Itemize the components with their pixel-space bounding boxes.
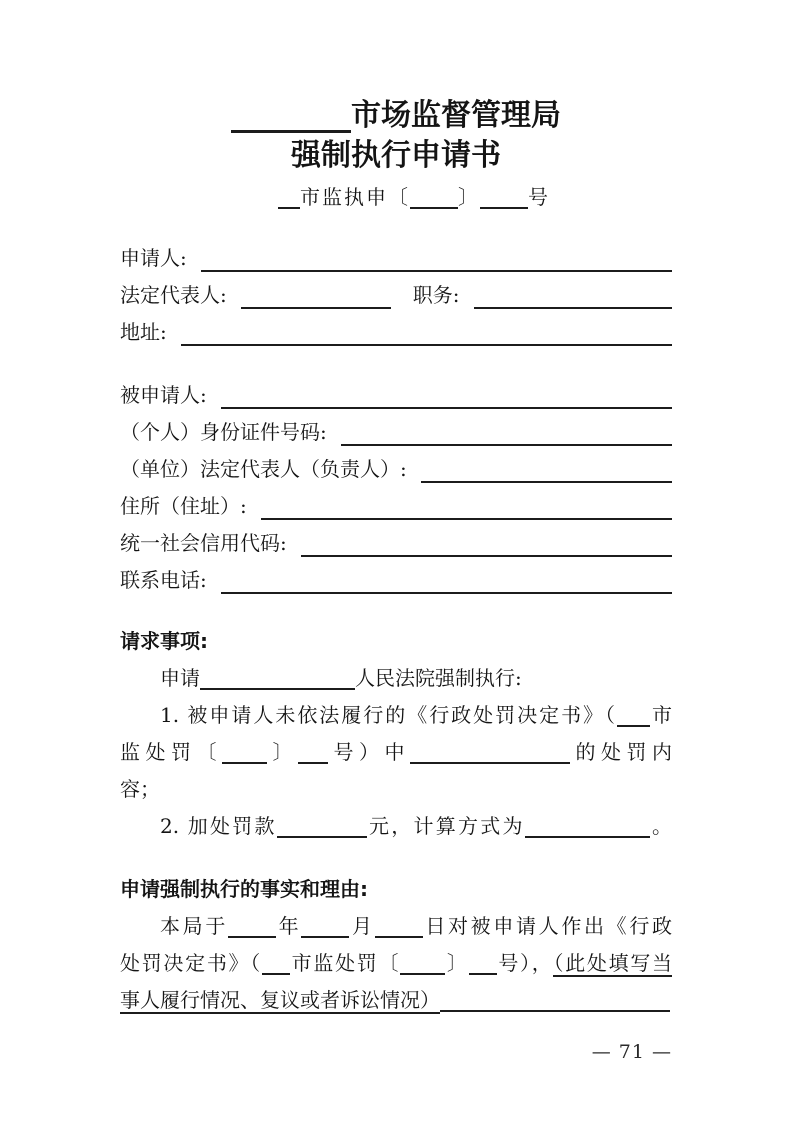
item2-amount-blank (277, 814, 367, 838)
item1-line1-post: 市 (650, 703, 672, 727)
agency-title: 市场监督管理局 (351, 98, 561, 133)
request-apply-line (120, 660, 672, 697)
facts-line2 (120, 945, 672, 982)
facts-line1-a: 本局于 (160, 914, 228, 938)
facts-line2-c: 〕 (445, 951, 469, 975)
facts-line1-b: 年 (276, 914, 302, 938)
facts-line1-c: 月 (349, 914, 375, 938)
item1-content-blank (410, 740, 570, 764)
phone-label: 联系电话: (120, 568, 207, 592)
item2-b: 元，计算方式为 (366, 814, 525, 838)
request-item1-line1 (120, 697, 672, 734)
facts-note-start: （此处填写当 (553, 951, 673, 975)
facts-heading: 申请强制执行的事实和理由: (120, 877, 368, 901)
position-blank (474, 277, 673, 314)
residence-row (120, 488, 672, 525)
item2-c: 。 (649, 814, 673, 838)
credit-code-row (120, 525, 672, 562)
facts-note-end: 事人履行情况、复议或者诉讼情况） (120, 988, 440, 1012)
item1-line2-b: 〕 (267, 740, 298, 764)
facts-line2-d: 号）， (496, 951, 554, 975)
personal-id-row (120, 414, 672, 451)
request-heading: 请求事项: (120, 629, 208, 653)
legal-rep-row (120, 277, 672, 314)
applicant-section (120, 240, 672, 351)
request-section (120, 623, 672, 845)
document-title: 强制执行申请书 (291, 138, 501, 173)
docno-prefix-blank (278, 185, 300, 209)
facts-section (120, 871, 672, 1019)
item1-line2-a: 监处罚〔 (120, 740, 222, 764)
phone-row (120, 562, 672, 599)
credit-code-blank (301, 525, 672, 562)
apply-post-text: 人民法院强制执行: (355, 666, 522, 690)
docno-year-blank (410, 185, 458, 209)
facts-month-blank (301, 914, 349, 938)
apply-pre-text: 申请 (160, 666, 200, 690)
agency-name-blank (231, 96, 351, 133)
residence-blank (261, 488, 672, 525)
request-item2-line (120, 808, 672, 845)
item1-serial-blank (298, 740, 328, 764)
facts-line2-a: 处罚决定书》（ (120, 951, 262, 975)
item2-method-blank (525, 814, 650, 838)
facts-line1-d: 日对被申请人作出《行政 (422, 914, 673, 938)
item1-line1-pre: 1. 被申请人未依法履行的《行政处罚决定书》（ (160, 703, 618, 727)
item1-city-blank (617, 703, 650, 727)
legal-rep-label: 法定代表人: (120, 283, 227, 307)
row-spacer (391, 277, 413, 314)
applicant-name-blank (201, 240, 672, 277)
request-item1-line3: 容； (120, 777, 160, 801)
facts-line3 (120, 982, 672, 1019)
facts-city-blank (262, 951, 290, 975)
position-label: 职务: (412, 283, 460, 307)
document-number-line (138, 182, 690, 212)
item1-line2-d: 的处罚内 (570, 740, 672, 764)
docno-suffix: 号 (528, 185, 550, 209)
legal-rep-blank (241, 277, 391, 314)
address-row (120, 314, 672, 351)
request-item1-line2 (120, 734, 672, 771)
unit-rep-row (120, 451, 672, 488)
facts-docyear-blank (400, 951, 445, 975)
facts-line2-b: 市监处罚〔 (289, 951, 401, 975)
personal-id-blank (341, 414, 672, 451)
facts-line1 (120, 908, 672, 945)
facts-day-blank (375, 914, 423, 938)
item2-a: 2. 加处罚款 (160, 814, 277, 838)
respondent-section (120, 377, 672, 599)
personal-id-label: （个人）身份证件号码: (120, 420, 327, 444)
docno-body: 市监执申 (300, 185, 388, 209)
applicant-name-label: 申请人: (120, 246, 187, 270)
unit-rep-label: （单位）法定代表人（负责人）: (120, 457, 407, 481)
applicant-name-row (120, 240, 672, 277)
phone-blank (221, 562, 672, 599)
docno-bracket-close: 〕 (458, 185, 480, 209)
item1-line2-c: 号）中 (328, 740, 410, 764)
address-blank (181, 314, 672, 351)
item1-year-blank (222, 740, 267, 764)
agency-title-line (120, 96, 672, 136)
address-label: 地址: (120, 320, 167, 344)
court-name-blank (200, 666, 355, 690)
page-number: — 71 — (591, 1041, 672, 1063)
credit-code-label: 统一社会信用代码: (120, 531, 287, 555)
docno-serial-blank (480, 185, 528, 209)
facts-serial-blank (469, 951, 497, 975)
respondent-name-row (120, 377, 672, 414)
respondent-name-label: 被申请人: (120, 383, 207, 407)
unit-rep-blank (421, 451, 672, 488)
respondent-name-blank (221, 377, 672, 414)
facts-year-blank (228, 914, 276, 938)
docno-bracket-open: 〔 (388, 185, 410, 209)
facts-note-trailing-blank (440, 988, 670, 1012)
residence-label: 住所（住址）: (120, 494, 247, 518)
